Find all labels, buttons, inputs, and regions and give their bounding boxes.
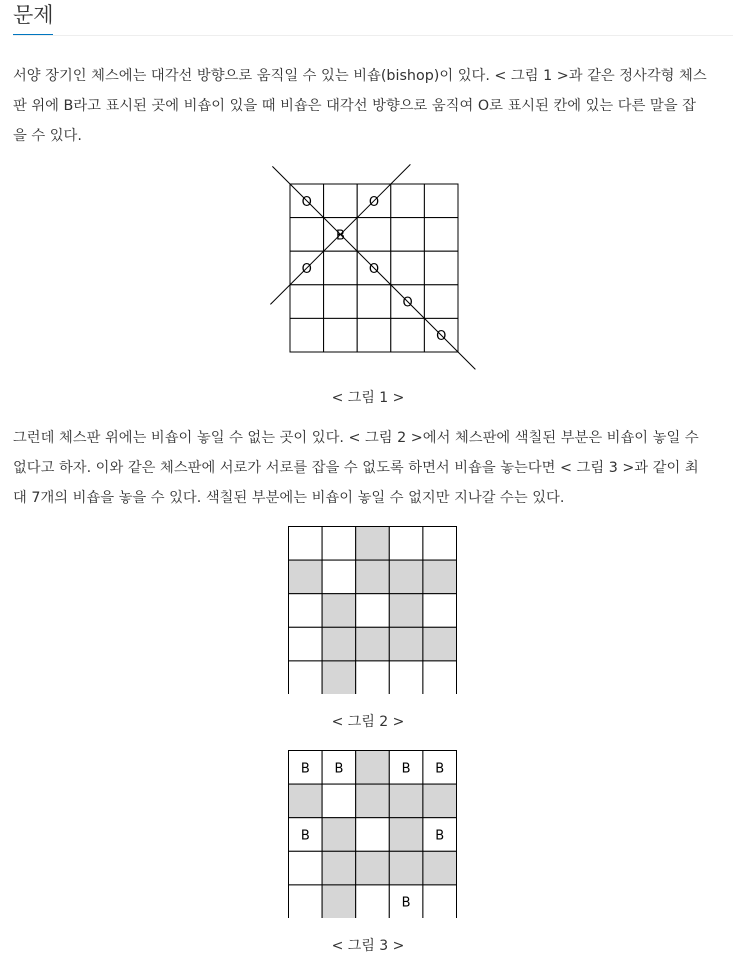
board-cell <box>289 594 323 628</box>
board-cell <box>324 251 358 285</box>
bishop-piece: B <box>335 228 345 244</box>
board-cell <box>322 527 356 561</box>
board-cell-shaded <box>389 560 423 594</box>
board-cell-shaded <box>356 751 390 785</box>
board-cell-shaded <box>389 851 423 885</box>
board-cell-shaded <box>389 627 423 661</box>
board-cell <box>357 318 391 352</box>
board-cell-shaded <box>356 627 390 661</box>
board-cell <box>391 251 425 285</box>
board-cell <box>424 218 458 252</box>
target-piece: O <box>402 295 413 311</box>
board-cell <box>324 285 358 319</box>
target-piece: O <box>301 262 312 277</box>
board-cell <box>290 285 324 319</box>
board-cell <box>289 661 323 694</box>
board-cell <box>322 560 356 594</box>
problem-paragraph-1 <box>13 61 729 151</box>
figure-3-caption: < 그림 3 > <box>331 938 405 954</box>
board-cell <box>357 285 391 319</box>
board-cell <box>391 318 425 352</box>
board-cell <box>356 818 390 852</box>
figure-2-chessboard <box>288 526 458 694</box>
figure-1-chessboard <box>268 162 478 372</box>
bishop-piece: B <box>435 828 445 844</box>
paragraph-line: 대 7개의 비숍을 놓을 수 있다. 색칠된 부분에는 비숍이 놓일 수 없지만 지나갈 수는 있다. <box>13 490 565 506</box>
figure-3-chessboard <box>288 750 458 918</box>
board-cell <box>356 885 390 918</box>
board-cell <box>389 527 423 561</box>
board-cell <box>289 527 323 561</box>
board-cell <box>357 218 391 252</box>
board-cell-shaded <box>423 851 457 885</box>
board-cell-shaded <box>356 851 390 885</box>
figure-1-caption: < 그림 1 > <box>331 390 405 406</box>
board-cell-shaded <box>322 818 356 852</box>
board-cell <box>423 661 457 694</box>
board-cell-shaded <box>389 784 423 818</box>
board-cell <box>289 851 323 885</box>
board-cell <box>322 784 356 818</box>
board-cell-shaded <box>356 560 390 594</box>
board-cell <box>324 318 358 352</box>
paragraph-line: 판 위에 B라고 표시된 곳에 비숍이 있을 때 비숍은 대각선 방향으로 움직여 O로 표시된 칸에 있는 다른 말을 잡 <box>13 98 696 114</box>
board-cell <box>356 594 390 628</box>
board-cell-shaded <box>423 784 457 818</box>
board-cell <box>424 285 458 319</box>
board-cell <box>424 251 458 285</box>
board-cell <box>424 184 458 218</box>
board-cell <box>290 218 324 252</box>
board-cell <box>391 184 425 218</box>
bishop-piece: B <box>300 761 310 777</box>
bishop-piece: B <box>334 761 344 777</box>
problem-paragraph-2 <box>13 423 729 513</box>
board-cell-shaded <box>289 784 323 818</box>
problem-heading: 문제 <box>13 3 54 27</box>
paragraph-line: 그런데 체스판 위에는 비숍이 놓일 수 없는 곳이 있다. < 그림 2 >에서 체스판에 색칠된 부분은 비숍이 놓일 수 <box>13 430 699 446</box>
board-cell-shaded <box>423 627 457 661</box>
target-piece: O <box>368 262 380 277</box>
board-cell <box>423 527 457 561</box>
board-cell <box>289 885 323 918</box>
heading-divider <box>13 35 733 36</box>
board-cell-shaded <box>389 818 423 852</box>
bishop-piece: B <box>401 895 411 911</box>
board-cell-shaded <box>322 627 356 661</box>
board-cell <box>324 184 358 218</box>
board-cell-shaded <box>356 784 390 818</box>
board-cell-shaded <box>322 661 356 694</box>
paragraph-line: 없다고 하자. 이와 같은 체스판에 서로가 서로를 잡을 수 없도록 하면서 비숍을 놓는다면 < 그림 3 >과 같이 최 <box>13 460 699 476</box>
board-cell-shaded <box>356 527 390 561</box>
figure-2-caption: < 그림 2 > <box>331 714 405 730</box>
target-piece: O <box>301 194 312 210</box>
target-piece: O <box>436 329 447 345</box>
board-cell-shaded <box>289 560 323 594</box>
board-cell <box>289 627 323 661</box>
paragraph-line: 을 수 있다. <box>13 128 82 144</box>
board-cell-shaded <box>389 594 423 628</box>
board-cell-shaded <box>322 885 356 918</box>
board-cell <box>391 218 425 252</box>
board-cell-shaded <box>322 851 356 885</box>
bishop-piece: B <box>401 761 411 777</box>
board-cell <box>290 318 324 352</box>
bishop-piece: B <box>435 761 445 777</box>
bishop-piece: B <box>300 828 310 844</box>
board-cell-shaded <box>423 560 457 594</box>
target-piece: O <box>368 194 380 210</box>
board-cell <box>389 661 423 694</box>
board-cell <box>356 661 390 694</box>
board-cell <box>423 594 457 628</box>
board-cell-shaded <box>322 594 356 628</box>
paragraph-line: 서양 장기인 체스에는 대각선 방향으로 움직일 수 있는 비숍(bishop)이 있다. < 그림 1 >과 같은 정사각형 체스 <box>13 68 707 84</box>
board-cell <box>423 885 457 918</box>
